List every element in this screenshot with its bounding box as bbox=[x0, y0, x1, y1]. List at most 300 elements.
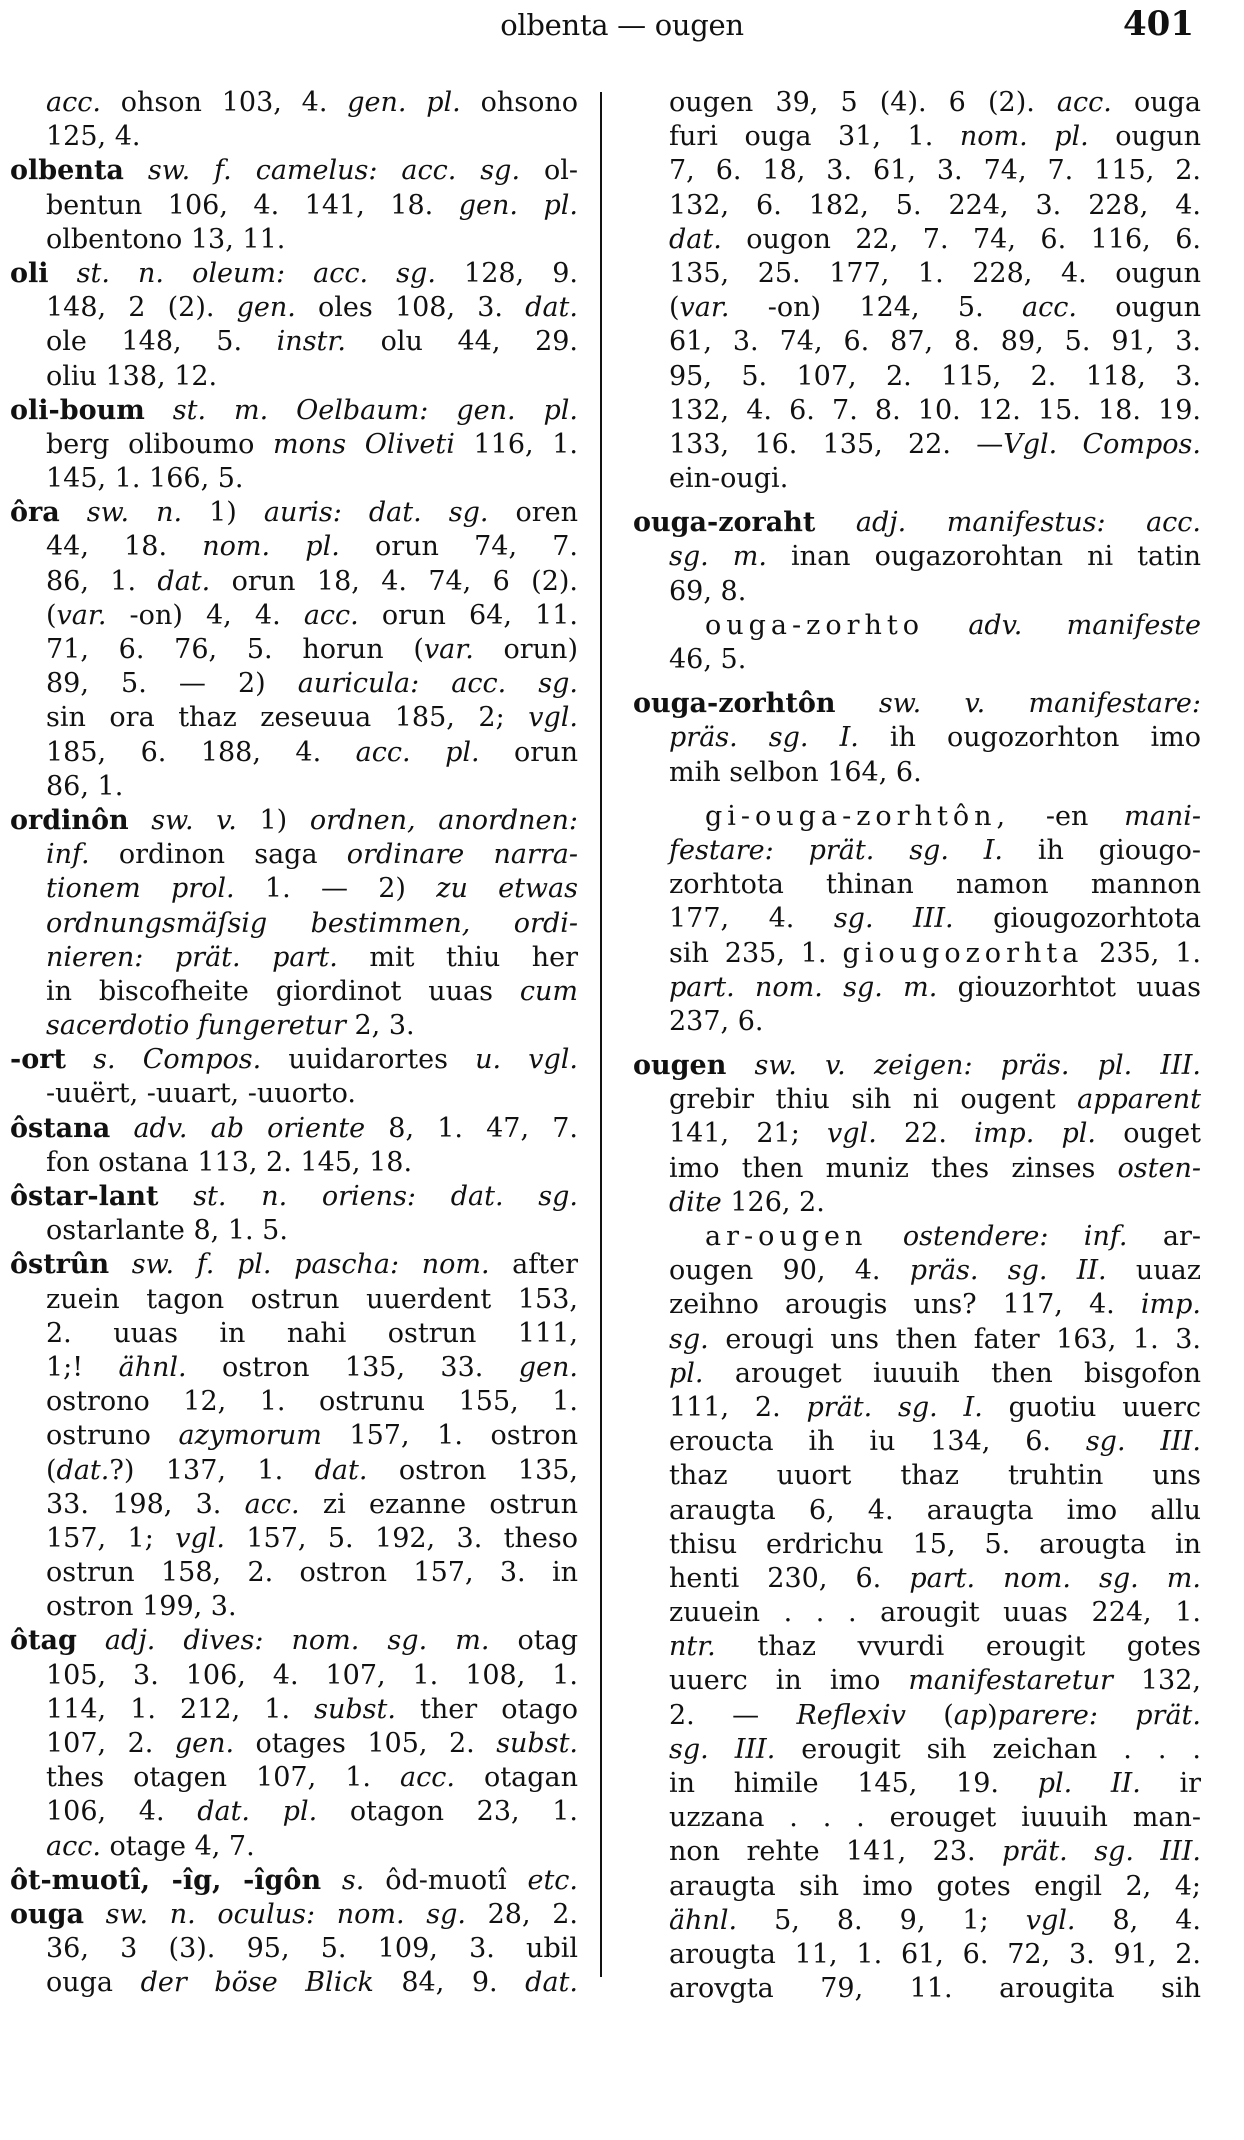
entry-text: ougun bbox=[1088, 121, 1201, 153]
text-line bbox=[633, 1323, 1201, 1357]
text-line bbox=[633, 800, 1201, 834]
entry-text: -uuërt, -uuart, -uuorto. bbox=[46, 1078, 356, 1110]
entry-text: fon ostana 113, 2. 145, 18. bbox=[46, 1146, 413, 1178]
italic-gloss: der böse Blick bbox=[140, 1967, 374, 1999]
entry-text: sin ora thaz zeseuua 185, 2; bbox=[46, 702, 529, 734]
entry-text: 1;! bbox=[46, 1351, 119, 1383]
text-line bbox=[10, 770, 578, 804]
entry-text: 46, 5. bbox=[669, 644, 747, 675]
text-line bbox=[10, 1385, 578, 1419]
text-line bbox=[633, 1425, 1201, 1459]
entry-text: sih 235, 1. bbox=[669, 937, 843, 969]
entry-text: 69, 8. bbox=[669, 575, 747, 607]
entry-text: ther otago bbox=[395, 1693, 578, 1725]
entry-text: ( bbox=[669, 292, 680, 324]
entry-text: 71, 6. 76, 5. horun ( bbox=[46, 634, 424, 665]
entry-text: 28, 2. bbox=[465, 1898, 578, 1930]
italic-gloss: acc. bbox=[244, 1488, 300, 1520]
text-line bbox=[633, 1596, 1201, 1630]
entry-text: 157, 1; bbox=[46, 1522, 176, 1554]
entry-text: mit thiu her bbox=[337, 941, 578, 973]
text-line bbox=[10, 1488, 578, 1522]
running-title: olbenta — ougen bbox=[500, 8, 744, 42]
entry-text: olbentono 13, 11. bbox=[46, 223, 286, 255]
italic-gloss: adv. manifeste bbox=[924, 609, 1201, 641]
headword: ôt-muotî, -îg, -îgôn bbox=[10, 1864, 322, 1896]
entry-text: ougun bbox=[1076, 292, 1201, 324]
text-line bbox=[10, 120, 578, 154]
text-line bbox=[633, 1801, 1201, 1835]
italic-gloss: dat. bbox=[56, 1454, 110, 1486]
entry-text: ohsono bbox=[460, 87, 578, 118]
text-line bbox=[10, 736, 578, 770]
italic-gloss: var. bbox=[56, 599, 107, 631]
entry-text: henti 230, 6. bbox=[669, 1562, 910, 1594]
entry-text: arougta 11, 1. 61, 6. 72, 3. 91, 2. bbox=[669, 1938, 1201, 1970]
text-line bbox=[10, 565, 578, 599]
entry-text: ordinon saga bbox=[89, 839, 347, 871]
italic-gloss: st. n. oleum: acc. sg. bbox=[48, 257, 436, 289]
italic-gloss: acc. bbox=[46, 1830, 101, 1862]
text-line bbox=[10, 1283, 578, 1317]
italic-gloss: sg. m. bbox=[669, 541, 767, 573]
text-line bbox=[633, 1117, 1201, 1151]
text-line bbox=[633, 1220, 1201, 1254]
text-line bbox=[10, 941, 578, 975]
entry-text: thisu erdrichu 15, 5. arougta in bbox=[669, 1528, 1201, 1560]
entry-text: 148, 2 (2). bbox=[46, 292, 237, 324]
text-line bbox=[633, 575, 1201, 609]
text-line bbox=[10, 1043, 578, 1077]
text-line bbox=[10, 1556, 578, 1590]
text-line bbox=[633, 1938, 1201, 1972]
italic-gloss: ähnl. bbox=[669, 1904, 738, 1936]
entry-text: zuuein . . . arougit uuas 224, 1. bbox=[669, 1597, 1201, 1629]
italic-gloss: inf. bbox=[46, 839, 90, 871]
text-line bbox=[633, 687, 1201, 721]
text-line bbox=[633, 325, 1201, 359]
entry-text: giougozorhtota bbox=[953, 903, 1201, 935]
text-line bbox=[10, 1624, 578, 1658]
entry-text: 237, 6. bbox=[669, 1005, 764, 1037]
italic-gloss: sw. n. oculus: nom. sg. bbox=[84, 1898, 466, 1930]
right-column bbox=[633, 86, 1201, 2006]
text-line bbox=[633, 360, 1201, 394]
text-line bbox=[10, 804, 578, 838]
text-line bbox=[10, 291, 578, 325]
entry-text: otagan bbox=[454, 1762, 578, 1794]
text-line bbox=[633, 1972, 1201, 2006]
entry-text: orun bbox=[479, 736, 578, 768]
entry-text: ougon 22, 7. 74, 6. 116, 6. bbox=[721, 223, 1201, 255]
text-line bbox=[10, 1864, 578, 1898]
entry-text: oren bbox=[488, 497, 578, 529]
entry-text: furi ouga 31, 1. bbox=[669, 121, 960, 153]
headword: ouga-zoraht bbox=[633, 507, 816, 539]
text-line bbox=[10, 1146, 578, 1180]
italic-gloss: sw. f. pl. pascha: nom. bbox=[109, 1249, 490, 1281]
column-divider bbox=[600, 92, 602, 1977]
italic-gloss: präs. sg. II. bbox=[909, 1255, 1107, 1287]
text-line bbox=[633, 756, 1201, 790]
text-line bbox=[633, 86, 1201, 120]
entry-text: 33. 198, 3. bbox=[46, 1488, 245, 1520]
entry-text: 125, 4. bbox=[46, 121, 141, 153]
entry-text: 107, 2. bbox=[46, 1728, 175, 1759]
text-line bbox=[10, 462, 578, 496]
entry-text: uuidarortes bbox=[261, 1044, 476, 1076]
text-line bbox=[10, 257, 578, 291]
text-line bbox=[10, 394, 578, 428]
italic-gloss: imp. bbox=[1140, 1289, 1201, 1321]
entry-text: oles 108, 3. bbox=[295, 292, 526, 324]
italic-gloss: sw. v. manifestare: bbox=[835, 688, 1201, 720]
italic-gloss: var. bbox=[423, 634, 474, 665]
text-line bbox=[633, 1005, 1201, 1039]
headword: ougen bbox=[633, 1050, 727, 1082]
text-line bbox=[10, 1795, 578, 1829]
spaced-compound: ouga-zorhto bbox=[705, 609, 925, 641]
entry-text: 157, 5. 192, 3. theso bbox=[224, 1522, 578, 1554]
headword: ôra bbox=[10, 497, 60, 529]
italic-gloss: sg. bbox=[669, 1323, 709, 1355]
entry-text: 157, 1. ostron bbox=[321, 1420, 578, 1452]
text-line bbox=[10, 599, 578, 633]
text-line bbox=[633, 1904, 1201, 1938]
left-column bbox=[10, 86, 578, 2001]
italic-gloss: imp. pl. bbox=[974, 1118, 1096, 1150]
italic-gloss: sg. III. bbox=[669, 1733, 776, 1765]
text-line bbox=[10, 1727, 578, 1761]
italic-gloss: zu etwas bbox=[436, 873, 578, 905]
entry-text: erougi uns then fater 163, 1. 3. bbox=[708, 1323, 1201, 1355]
entry-text: 141, 21; bbox=[669, 1118, 828, 1150]
italic-gloss: prät. sg. I. bbox=[806, 1391, 983, 1423]
headword: ôtag bbox=[10, 1625, 77, 1657]
entry-text: 61, 3. 74, 6. 87, 8. 89, 5. 91, 3. bbox=[669, 326, 1201, 358]
entry-text: 1) bbox=[182, 497, 264, 529]
italic-gloss: ap bbox=[953, 1699, 988, 1731]
entry-text: guotiu uuerc bbox=[982, 1391, 1201, 1423]
text-line bbox=[633, 1186, 1201, 1220]
entry-text: ) bbox=[987, 1699, 998, 1731]
text-line bbox=[10, 1454, 578, 1488]
text-line bbox=[633, 1459, 1201, 1493]
entry-text: 2, 3. bbox=[345, 1010, 415, 1042]
italic-gloss: osten- bbox=[1117, 1152, 1201, 1184]
text-line bbox=[10, 428, 578, 462]
entry-text: 22. bbox=[876, 1118, 975, 1150]
entry-text: non rehte 141, 23. bbox=[669, 1836, 1003, 1868]
headword: oli-boum bbox=[10, 394, 145, 426]
text-line bbox=[10, 975, 578, 1009]
text-line bbox=[633, 1630, 1201, 1664]
entry-text: ostarlante 8, 1. 5. bbox=[46, 1215, 288, 1247]
text-line bbox=[633, 721, 1201, 755]
entry-text: erougit sih zeichan . . . bbox=[775, 1733, 1201, 1765]
entry-text: arouget iuuuih then bisgofon bbox=[703, 1357, 1201, 1389]
text-line bbox=[10, 1419, 578, 1453]
italic-gloss: acc. pl. bbox=[355, 736, 480, 768]
headword: oli bbox=[10, 257, 49, 289]
entry-text: ougen 39, 5 (4). 6 (2). bbox=[669, 87, 1057, 118]
entry-text: -on) 4, 4. bbox=[106, 599, 304, 631]
italic-gloss: prät. sg. III. bbox=[1002, 1836, 1201, 1868]
text-line bbox=[633, 1494, 1201, 1528]
text-line bbox=[633, 189, 1201, 223]
spaced-compound: giougozorhta bbox=[842, 937, 1084, 969]
entry-text: ostrono 12, 1. ostrunu 155, 1. bbox=[46, 1386, 578, 1418]
entry-text: ar- bbox=[1127, 1221, 1201, 1252]
text-line bbox=[633, 540, 1201, 574]
entry-text: 2. — bbox=[669, 1699, 797, 1731]
text-line bbox=[633, 1049, 1201, 1083]
text-line bbox=[633, 971, 1201, 1005]
text-line bbox=[633, 154, 1201, 188]
entry-text: uzzana . . . erouget iuuuih man- bbox=[669, 1802, 1201, 1834]
text-line bbox=[10, 1966, 578, 2000]
italic-gloss: manifestaretur bbox=[908, 1665, 1113, 1697]
entry-text: 116, 1. bbox=[454, 428, 578, 460]
text-line bbox=[633, 902, 1201, 936]
entry-text: 36, 3 (3). 95, 5. 109, 3. ubil bbox=[46, 1933, 578, 1965]
text-line bbox=[633, 506, 1201, 540]
italic-gloss: adv. ab oriente bbox=[110, 1112, 366, 1144]
text-line bbox=[633, 1767, 1201, 1801]
text-line bbox=[10, 1898, 578, 1932]
headword: ouga bbox=[10, 1898, 85, 1930]
italic-gloss: adj. dives: nom. sg. m. bbox=[76, 1625, 490, 1657]
entry-text: ostruno bbox=[46, 1420, 179, 1452]
text-line bbox=[633, 1528, 1201, 1562]
entry-text: uuaz bbox=[1106, 1255, 1201, 1287]
italic-gloss: Reflexiv bbox=[796, 1699, 906, 1731]
italic-gloss: vgl. bbox=[528, 702, 578, 734]
text-line bbox=[633, 1870, 1201, 1904]
italic-gloss: part. nom. sg. m. bbox=[909, 1562, 1201, 1594]
italic-gloss: acc. bbox=[1056, 87, 1112, 118]
entry-text: 95, 5. 107, 2. 115, 2. 118, 3. bbox=[669, 360, 1201, 392]
text-line bbox=[633, 1699, 1201, 1733]
entry-text: zuein tagon ostrun uuerdent 153, bbox=[46, 1283, 578, 1315]
entry-text: ( bbox=[46, 599, 57, 631]
entry-text: thaz uuort thaz truhtin uns bbox=[669, 1460, 1201, 1492]
entry-text: 86, 1. bbox=[46, 770, 124, 802]
text-line bbox=[633, 1835, 1201, 1869]
italic-gloss: präs. sg. I. bbox=[669, 722, 859, 754]
italic-gloss: var. bbox=[679, 292, 730, 324]
entry-text: araugta 6, 4. araugta imo allu bbox=[669, 1494, 1201, 1526]
entry-text: 44, 18. bbox=[46, 531, 203, 563]
entry-text: ostrun 158, 2. ostron 157, 3. in bbox=[46, 1557, 578, 1589]
italic-gloss: ordnen, anordnen: bbox=[309, 804, 578, 836]
spaced-compound: ar-ougen bbox=[705, 1221, 868, 1252]
italic-gloss: dat. bbox=[525, 1967, 578, 1999]
headword: olbenta bbox=[10, 155, 124, 187]
entry-text: zeihno arougis uns? 117, 4. bbox=[669, 1289, 1141, 1321]
entry-text: 1. — 2) bbox=[234, 873, 437, 905]
italic-gloss: ostendere: inf. bbox=[867, 1221, 1128, 1252]
text-line bbox=[10, 667, 578, 701]
italic-gloss: u. vgl. bbox=[475, 1044, 578, 1076]
italic-gloss: ähnl. bbox=[118, 1351, 187, 1383]
entry-text: ougen 90, 4. bbox=[669, 1255, 910, 1287]
entry-text: ostron 199, 3. bbox=[46, 1591, 237, 1623]
text-line bbox=[10, 189, 578, 223]
entry-text: 106, 4. bbox=[46, 1796, 198, 1828]
text-line bbox=[10, 1522, 578, 1556]
entry-text: 86, 1. bbox=[46, 565, 158, 597]
italic-gloss: sw. f. camelus: acc. sg. bbox=[123, 155, 521, 187]
text-line bbox=[10, 1351, 578, 1385]
italic-gloss: cum bbox=[519, 975, 578, 1007]
text-line bbox=[633, 394, 1201, 428]
entry-text: bentun 106, 4. 141, 18. bbox=[46, 189, 459, 221]
entry-text: imo then muniz thes zinses bbox=[669, 1152, 1118, 1184]
italic-gloss: instr. bbox=[276, 326, 346, 358]
italic-gloss: dat. bbox=[525, 292, 578, 324]
italic-gloss: nom. pl. bbox=[202, 531, 340, 563]
entry-text: araugta sih imo gotes engil 2, 4; bbox=[669, 1870, 1201, 1902]
entry-text: 235, 1. bbox=[1083, 937, 1201, 969]
italic-gloss: acc. bbox=[1022, 292, 1077, 324]
entry-text: otages 105, 2. bbox=[234, 1728, 497, 1759]
entry-text: zorhtota thinan namon mannon bbox=[669, 869, 1201, 901]
entry-text: 8, 4. bbox=[1075, 1904, 1201, 1936]
entry-text: 1) bbox=[236, 804, 310, 836]
entry-text: ol- bbox=[520, 155, 578, 187]
entry-text: thes otagen 107, 1. bbox=[46, 1762, 401, 1794]
entry-text: berg oliboumo bbox=[46, 428, 274, 460]
entry-text: ( bbox=[905, 1699, 954, 1731]
text-line bbox=[10, 1248, 578, 1282]
italic-gloss: sg. III. bbox=[833, 903, 954, 935]
entry-text: otage 4, 7. bbox=[100, 1830, 255, 1862]
text-line bbox=[10, 360, 578, 394]
entry-text: uuerc in imo bbox=[669, 1665, 909, 1697]
entry-text: -on) 124, 5. bbox=[729, 292, 1022, 324]
italic-gloss: s. bbox=[321, 1864, 365, 1896]
entry-text: 132, 6. 182, 5. 224, 3. 228, 4. bbox=[669, 189, 1201, 221]
italic-gloss: acc. bbox=[46, 87, 101, 118]
text-line bbox=[633, 1288, 1201, 1322]
text-line bbox=[633, 1664, 1201, 1698]
entry-text: mih selbon 164, 6. bbox=[669, 756, 922, 788]
italic-gloss: festare: prät. sg. I. bbox=[669, 834, 1004, 866]
italic-gloss: auris: dat. sg. bbox=[263, 497, 489, 529]
entry-text: ouget bbox=[1096, 1118, 1201, 1150]
entry-text: ouga bbox=[46, 1967, 141, 1999]
entry-text: ih ougozorhton imo bbox=[858, 722, 1201, 754]
entry-text: ein-ougi. bbox=[669, 463, 789, 495]
entry-text: 126, 2. bbox=[721, 1186, 825, 1218]
italic-gloss: parere: prät. bbox=[997, 1699, 1201, 1731]
text-line bbox=[633, 868, 1201, 902]
text-line bbox=[10, 1590, 578, 1624]
text-line bbox=[633, 643, 1201, 677]
italic-gloss: st. n. oriens: dat. sg. bbox=[158, 1181, 578, 1212]
entry-text: ir bbox=[1140, 1768, 1201, 1799]
text-line bbox=[10, 154, 578, 188]
italic-gloss: dat. pl. bbox=[197, 1796, 318, 1828]
italic-gloss: sw. n. bbox=[59, 497, 183, 529]
entry-text: 185, 6. 188, 4. bbox=[46, 736, 356, 768]
entry-text: 84, 9. bbox=[373, 1967, 526, 1999]
text-line bbox=[633, 937, 1201, 971]
text-line bbox=[10, 1112, 578, 1146]
entry-text: ouga bbox=[1111, 87, 1201, 118]
text-line bbox=[633, 120, 1201, 154]
entry-text: orun 18, 4. 74, 6 (2). bbox=[210, 565, 578, 597]
italic-gloss: sg. III. bbox=[1085, 1426, 1201, 1458]
text-line bbox=[633, 1152, 1201, 1186]
italic-gloss: tionem prol. bbox=[46, 873, 235, 905]
entry-text: orun) bbox=[473, 634, 578, 665]
entry-text: 7, 6. 18, 3. 61, 3. 74, 7. 115, 2. bbox=[669, 155, 1201, 187]
italic-gloss: vgl. bbox=[175, 1522, 225, 1554]
text-line bbox=[10, 838, 578, 872]
entry-text: 111, 2. bbox=[669, 1391, 807, 1423]
text-line bbox=[10, 1761, 578, 1795]
text-line bbox=[10, 907, 578, 941]
entry-text: inan ougazorohtan ni tatin bbox=[766, 541, 1201, 573]
italic-gloss: mons Oliveti bbox=[273, 428, 455, 460]
text-line bbox=[10, 86, 578, 120]
entry-text: oliu 138, 12. bbox=[46, 360, 218, 392]
text-line bbox=[633, 609, 1201, 643]
entry-text: ?) 137, 1. bbox=[109, 1454, 315, 1486]
text-line bbox=[10, 1830, 578, 1864]
entry-text: 114, 1. 212, 1. bbox=[46, 1693, 315, 1725]
italic-gloss: apparent bbox=[1077, 1084, 1201, 1116]
entry-text: 5, 8. 9, 1; bbox=[737, 1904, 1026, 1936]
italic-gloss: part. nom. sg. m. bbox=[669, 971, 938, 1003]
text-line bbox=[10, 1659, 578, 1693]
text-line bbox=[633, 257, 1201, 291]
entry-text: 132, 4. 6. 7. 8. 10. 12. 15. 18. 19. bbox=[669, 394, 1201, 426]
entry-text: giouzorhtot uuas bbox=[937, 971, 1201, 1003]
headword: ôstar-lant bbox=[10, 1181, 159, 1212]
italic-gloss: gen. bbox=[236, 292, 296, 324]
page-number: 401 bbox=[1123, 4, 1194, 44]
text-line bbox=[633, 1357, 1201, 1391]
entry-text: 128, 9. bbox=[435, 257, 578, 289]
text-line bbox=[10, 1214, 578, 1248]
headword: -ort bbox=[10, 1044, 66, 1076]
entry-text: -en bbox=[1010, 800, 1125, 832]
italic-gloss: sw. v. zeigen: präs. pl. III. bbox=[726, 1050, 1201, 1082]
headword: ouga-zorhtôn bbox=[633, 688, 836, 720]
italic-gloss: vgl. bbox=[1025, 1904, 1076, 1936]
entry-text: thaz vvurdi erougit gotes bbox=[715, 1631, 1201, 1663]
italic-gloss: dat. bbox=[157, 565, 211, 597]
text-line bbox=[633, 428, 1201, 462]
italic-gloss: auricula: acc. sg. bbox=[297, 668, 578, 700]
italic-gloss: vgl. bbox=[827, 1118, 877, 1150]
italic-gloss: dite bbox=[669, 1186, 722, 1218]
text-line bbox=[633, 1083, 1201, 1117]
entry-text: 135, 25. 177, 1. 228, 4. ougun bbox=[669, 257, 1201, 289]
headword: ôstrûn bbox=[10, 1249, 110, 1281]
entry-text: ole 148, 5. bbox=[46, 326, 277, 358]
italic-gloss: pl. II. bbox=[1037, 1768, 1141, 1799]
italic-gloss: pl. bbox=[669, 1357, 704, 1389]
entry-text: otagon 23, 1. bbox=[317, 1796, 578, 1828]
entry-text: ostron 135, bbox=[367, 1454, 578, 1486]
page-header bbox=[0, 0, 1244, 70]
italic-gloss: mani- bbox=[1124, 800, 1201, 832]
entry-text: zi ezanne ostrun bbox=[299, 1488, 578, 1520]
